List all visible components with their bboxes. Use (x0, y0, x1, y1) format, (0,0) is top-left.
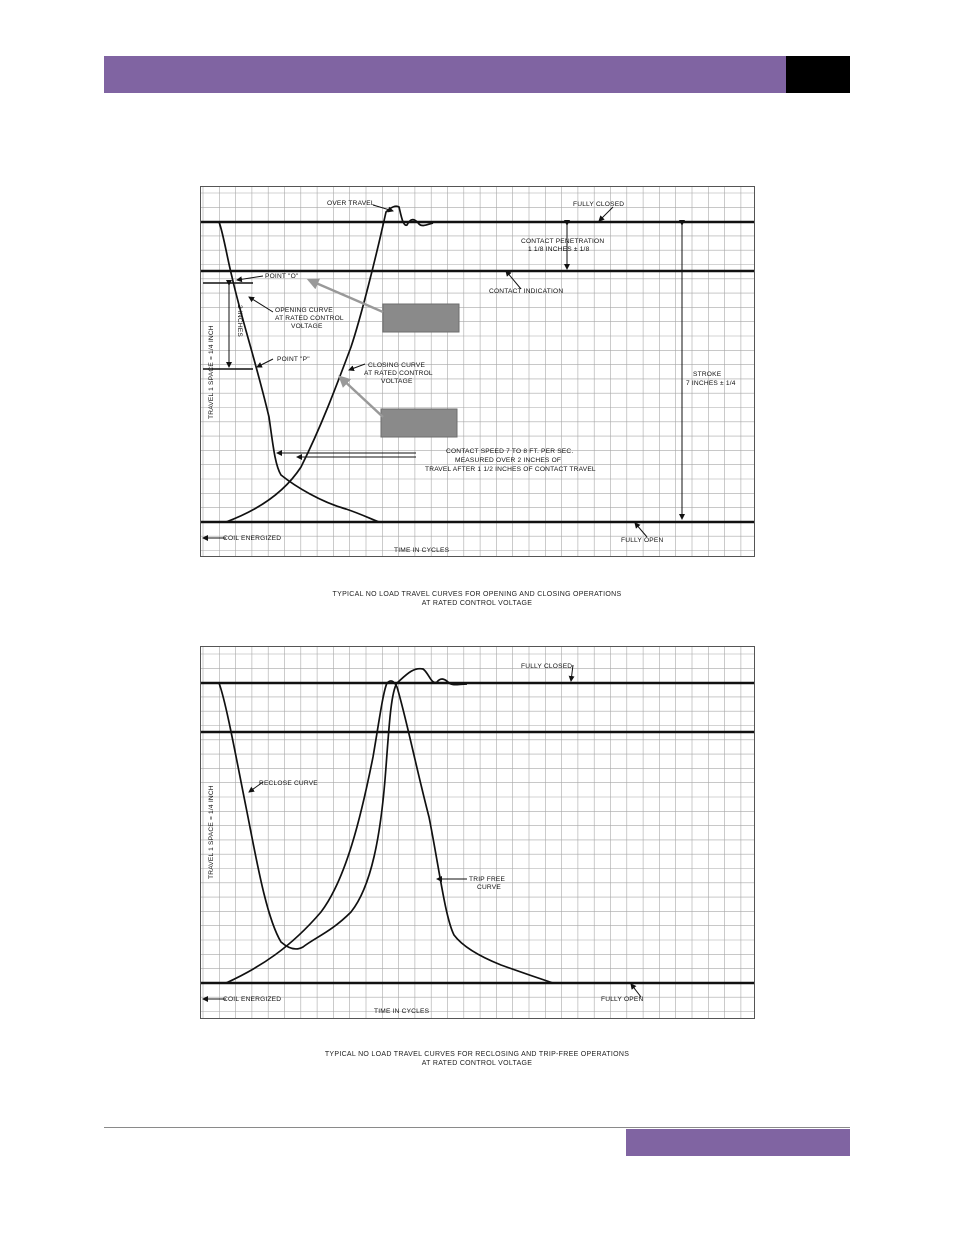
opening-curve-label-3: VOLTAGE (291, 323, 323, 330)
y-axis-label: TRAVEL 1 SPACE = 1/4 INCH (208, 325, 215, 419)
point-p-label: POINT "P" (277, 356, 310, 363)
fully-open-arrow (635, 523, 647, 537)
opening-curve-label-2: AT RATED CONTROL (275, 315, 344, 322)
travel-curve-diagram-2 (201, 647, 754, 1018)
trip-free-label-2: CURVE (477, 884, 501, 891)
travel-curve-figure-reclosing-trip-free (200, 646, 755, 1019)
opening-curve-label-1: OPENING CURVE (275, 307, 333, 314)
fully-closed-label: FULLY CLOSED (521, 663, 573, 670)
figure-1-caption (200, 590, 754, 608)
figure-1-caption-line-2: AT RATED CONTROL VOLTAGE (421, 600, 533, 607)
point-o-label: POINT "O" (265, 273, 299, 280)
point-p-arrow (257, 359, 273, 367)
time-in-cycles-label: TIME IN CYCLES (374, 1008, 430, 1015)
time-in-cycles-label: TIME IN CYCLES (394, 547, 450, 554)
coil-energized-label: COIL ENERGIZED (223, 535, 282, 542)
fully-closed-arrow (599, 207, 613, 221)
closing-curve-label-2: AT RATED CONTROL (364, 370, 433, 377)
callout-box-1 (383, 304, 459, 332)
callout-box-2 (381, 409, 457, 437)
opening-curve (203, 222, 379, 522)
contact-speed-label-1: CONTACT SPEED 7 TO 8 FT. PER SEC. (446, 448, 574, 455)
over-travel-label: OVER TRAVEL (327, 200, 375, 207)
figure-1-caption-line-1: TYPICAL NO LOAD TRAVEL CURVES FOR OPENING AND CLOSING OPERATIONS (332, 591, 622, 598)
fully-closed-label: FULLY CLOSED (573, 201, 625, 208)
contact-speed-label-2: MEASURED OVER 2 INCHES OF (455, 457, 562, 464)
header-page-block (786, 56, 850, 93)
contact-speed-label-3: TRAVEL AFTER 1 1/2 INCHES OF CONTACT TRAVEL (425, 466, 596, 473)
closing-curve-label-3: VOLTAGE (381, 378, 413, 385)
travel-curve-diagram-1 (201, 187, 754, 556)
figure-2-caption-line-1: TYPICAL NO LOAD TRAVEL CURVES FOR RECLOSING AND TRIP-FREE OPERATIONS (324, 1051, 630, 1058)
travel-curve-figure-opening-closing (200, 186, 755, 557)
header-bar (104, 56, 786, 93)
trip-free-label-1: TRIP FREE (469, 876, 506, 883)
figure-2-caption-line-2: AT RATED CONTROL VOLTAGE (421, 1060, 533, 1067)
fully-open-label: FULLY OPEN (601, 996, 644, 1003)
contact-indication-label: CONTACT INDICATION (489, 288, 564, 295)
coil-energized-label: COIL ENERGIZED (223, 996, 282, 1003)
stroke-value: 7 INCHES ± 1/4 (686, 380, 736, 387)
two-inches-label: 2 INCHES (236, 305, 243, 338)
fully-open-label: FULLY OPEN (621, 537, 664, 544)
grid (201, 647, 754, 1018)
contact-indication-arrow (506, 271, 521, 289)
reclose-curve-label: RECLOSE CURVE (259, 780, 318, 787)
figure-2-caption (200, 1050, 754, 1068)
contact-penetration-label: CONTACT PENETRATION (521, 238, 605, 245)
grid (201, 187, 754, 556)
contact-penetration-value: 1 1/8 INCHES ± 1/8 (528, 246, 590, 253)
footer-bar (626, 1129, 850, 1156)
opening-curve-arrow (249, 297, 273, 312)
footer-rule (104, 1127, 850, 1128)
stroke-label: STROKE (693, 371, 722, 378)
callout-arrow-2 (340, 377, 383, 417)
point-o-arrow (237, 276, 263, 280)
closing-curve-label-1: CLOSING CURVE (368, 362, 426, 369)
y-axis-label: TRAVEL 1 SPACE = 1/4 INCH (208, 785, 215, 879)
